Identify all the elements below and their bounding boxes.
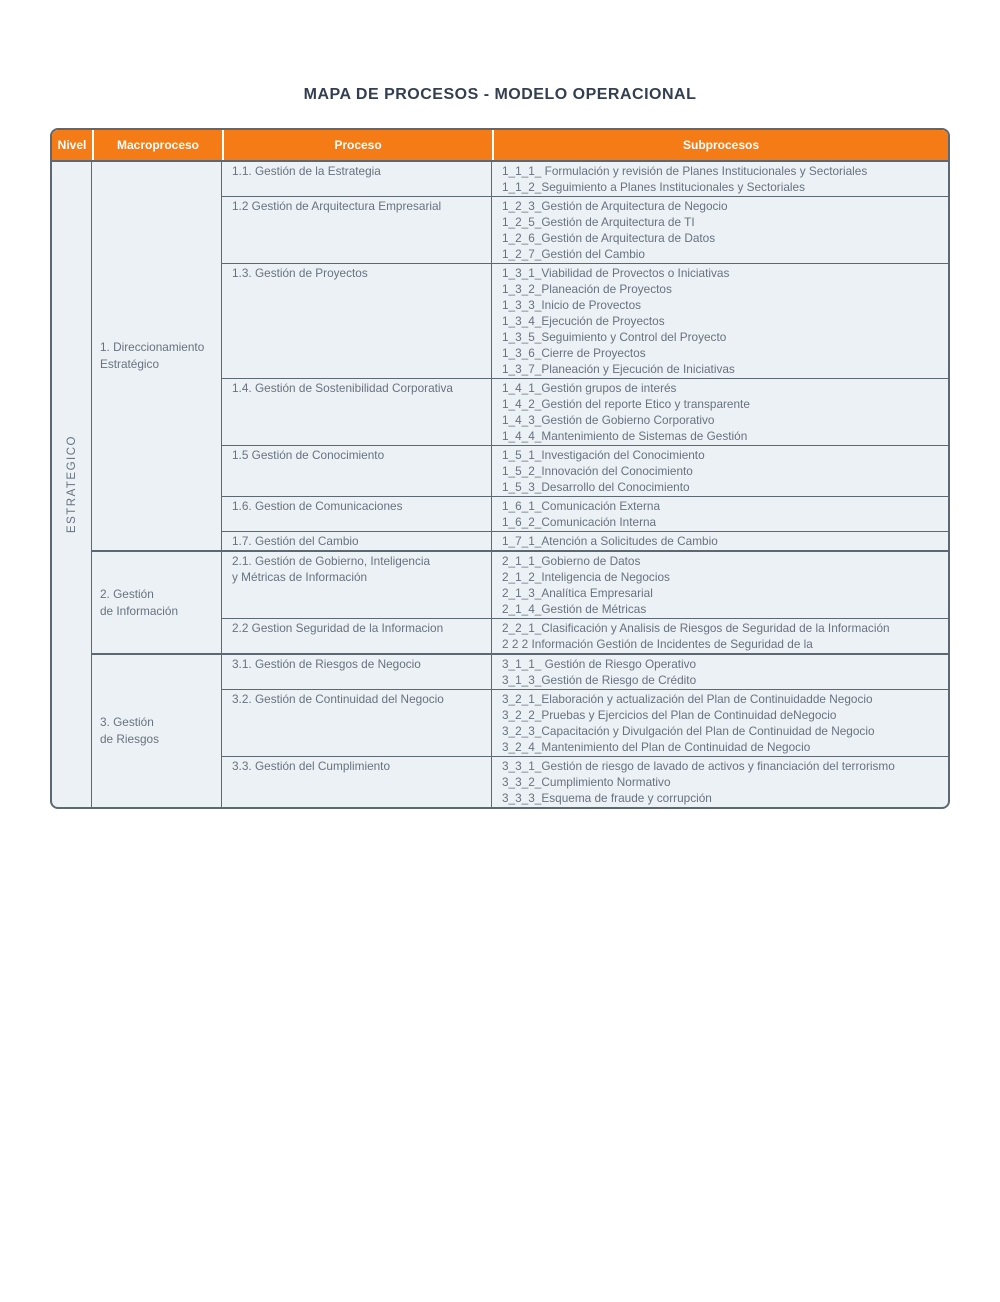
subprocess-item: 1_4_1_Gestión grupos de interés (502, 381, 677, 395)
subprocess-item: 1_2_7_Gestión del Cambio (502, 247, 645, 261)
subprocess-item: 3_2_3_Capacitación y Divulgación del Plan de Continuidad de Negocio (502, 724, 875, 738)
subprocess-item: 1_5_1_Investigación del Conocimiento (502, 448, 705, 462)
subprocess-item: 3_2_4_Mantenimiento del Plan de Continuidad de Negocio (502, 740, 811, 754)
proceso-label: 1.5 Gestión de Conocimiento (232, 448, 385, 462)
subprocess-item: 1_5_3_Desarrollo del Conocimiento (502, 480, 690, 494)
subprocess-item: 1_3_6_Cierre de Proyectos (502, 346, 646, 360)
subprocesos-cell (492, 264, 948, 378)
nivel-label: ESTRATEGICO (65, 435, 78, 534)
process-group-row (222, 655, 948, 689)
process-group-row (222, 263, 948, 378)
proceso-cell (222, 655, 492, 689)
process-groups (222, 552, 948, 653)
proceso-label: 1.4. Gestión de Sostenibilidad Corporativa (232, 381, 453, 395)
subprocess-item: 3_3_2_Cumplimiento Normativo (502, 775, 671, 789)
macroproceso-label: de Información (100, 603, 179, 618)
process-group-row (222, 689, 948, 756)
subprocesos-cell (492, 690, 948, 756)
proceso-cell (222, 446, 492, 496)
subprocess-item: 1_4_4_Mantenimiento de Sistemas de Gestión (502, 429, 748, 443)
subprocess-item: 1_2_5_Gestión de Arquitectura de TI (502, 215, 695, 229)
proceso-label: 3.3. Gestión del Cumplimiento (232, 759, 391, 773)
subprocess-item: 3_3_1_Gestión de riesgo de lavado de activos y financiación del terrorismo (502, 759, 895, 773)
proceso-label: 1.7. Gestión del Cambio (232, 534, 359, 548)
subprocesos-cell (492, 757, 948, 807)
process-group-row (222, 552, 948, 618)
proceso-cell (222, 532, 492, 550)
process-group-row (222, 531, 948, 550)
proceso-cell (222, 757, 492, 807)
subprocesos-cell (492, 162, 948, 196)
proceso-label: 1.6. Gestion de Comunicaciones (232, 499, 403, 513)
macroproceso-label: 3. Gestión (100, 715, 154, 729)
header-cell-subprocesos: Subprocesos (492, 130, 948, 160)
process-group-row (222, 162, 948, 196)
subprocesos-cell (492, 446, 948, 496)
table-header-row (52, 130, 948, 162)
proceso-label: 2.1. Gestión de Gobierno, Inteligencia (232, 554, 431, 568)
proceso-label: 3.2. Gestión de Continuidad del Negocio (232, 692, 444, 706)
macroproceso-label: Estratégico (100, 357, 160, 371)
subprocess-item: 1_6_1_Comunicación Externa (502, 499, 661, 513)
subprocess-item: 1_2_3_Gestión de Arquitectura de Negocio (502, 199, 728, 213)
subprocess-item: 1_3_3_Inicio de Provectos (502, 298, 642, 312)
subprocess-item: 1_3_1_Viabilidad de Provectos o Iniciativas (502, 266, 730, 280)
subprocess-item: 2_1_4_Gestión de Métricas (502, 602, 647, 616)
process-group-row (222, 196, 948, 263)
header-cell-macroproceso: Macroproceso (92, 130, 222, 160)
subprocess-item: 1_3_5_Seguimiento y Control del Proyecto (502, 330, 727, 344)
subprocess-item: 1_4_3_Gestión de Gobierno Corporativo (502, 413, 715, 427)
proceso-label: 1.1. Gestión de la Estrategia (232, 164, 381, 178)
proceso-cell (222, 379, 492, 445)
table-body (52, 162, 948, 807)
macroproceso-label: 1. Direccionamiento (100, 340, 205, 354)
nivel-cell (52, 162, 92, 807)
subprocess-item: 2_2_1_Clasificación y Analisis de Riesgos de Seguridad de la Información (502, 621, 890, 635)
subprocess-item: 1_1_2_Seguimiento a Planes Institucionales y Sectoriales (502, 180, 805, 194)
macroproceso-label: 2. Gestión (100, 586, 154, 601)
proceso-label: 3.1. Gestión de Riesgos de Negocio (232, 657, 421, 671)
macroproceso-cell (92, 552, 222, 653)
subprocesos-cell (492, 655, 948, 689)
proceso-cell (222, 690, 492, 756)
macroproceso-stack (92, 162, 948, 807)
process-map-table (50, 128, 950, 809)
subprocess-item: 1_5_2_Innovación del Conocimiento (502, 464, 693, 478)
header-cell-nivel: Nivel (57, 138, 87, 152)
subprocess-item: 1_1_1_ Formulación y revisión de Planes Institucionales y Sectoriales (502, 164, 868, 178)
process-groups (222, 655, 948, 807)
subprocess-item: 1_3_4_Ejecución de Proyectos (502, 314, 665, 328)
process-group-row (222, 618, 948, 653)
process-group-row (222, 445, 948, 496)
process-group-row (222, 756, 948, 807)
proceso-label: 1.2 Gestión de Arquitectura Empresarial (232, 199, 442, 213)
proceso-cell (222, 552, 492, 618)
subprocess-item: 3_1_3_Gestión de Riesgo de Crédito (502, 673, 697, 687)
subprocesos-cell (492, 619, 948, 653)
proceso-label: 2.2 Gestion Seguridad de la Informacion (232, 621, 444, 635)
subprocess-item: 3_1_1_ Gestión de Riesgo Operativo (502, 657, 697, 671)
macroproceso-block (92, 550, 948, 653)
process-groups (222, 162, 948, 550)
subprocesos-cell (492, 379, 948, 445)
proceso-cell (222, 197, 492, 263)
macroproceso-block (92, 162, 948, 550)
proceso-cell (222, 264, 492, 378)
subprocess-item: 2_1_3_Analítica Empresarial (502, 586, 653, 600)
subprocess-item: 1_2_6_Gestión de Arquitectura de Datos (502, 231, 716, 245)
proceso-label: 1.3. Gestión de Proyectos (232, 266, 368, 280)
process-group-row (222, 496, 948, 531)
subprocess-item: 1_6_2_Comunicación Interna (502, 515, 657, 529)
proceso-cell (222, 497, 492, 531)
subprocess-item: 3_3_3_Esquema de fraude y corrupción (502, 791, 712, 805)
subprocess-item: 3_2_2_Pruebas y Ejercicios del Plan de Continuidad deNegocio (502, 708, 837, 722)
subprocess-item: 2 2 2 Información Gestión de Incidentes de Seguridad de la (502, 637, 813, 651)
subprocess-item: 1_3_7_Planeación y Ejecución de Iniciativas (502, 362, 735, 376)
proceso-cell (222, 162, 492, 196)
proceso-label: y Métricas de Información (232, 570, 368, 584)
page-title: MAPA DE PROCESOS - MODELO OPERACIONAL (303, 86, 697, 103)
subprocess-item: 2_1_1_Gobierno de Datos (502, 554, 641, 568)
proceso-cell (222, 619, 492, 653)
macroproceso-label: de Riesgos (100, 732, 160, 746)
subprocesos-cell (492, 197, 948, 263)
subprocesos-cell (492, 532, 948, 550)
subprocess-item: 3_2_1_Elaboración y actualización del Plan de Continuidadde Negocio (502, 692, 873, 706)
subprocess-item: 2_1_2_Inteligencia de Negocios (502, 570, 670, 584)
header-cell-proceso: Proceso (222, 130, 492, 160)
subprocess-item: 1_7_1_Atención a Solicitudes de Cambio (502, 534, 718, 548)
process-group-row (222, 378, 948, 445)
macroproceso-cell (92, 655, 222, 807)
subprocess-item: 1_3_2_Planeación de Proyectos (502, 282, 672, 296)
subprocesos-cell (492, 497, 948, 531)
subprocesos-cell (492, 552, 948, 618)
macroproceso-block (92, 653, 948, 807)
macroproceso-cell (92, 162, 222, 550)
subprocess-item: 1_4_2_Gestión del reporte Etico y transparente (502, 397, 750, 411)
